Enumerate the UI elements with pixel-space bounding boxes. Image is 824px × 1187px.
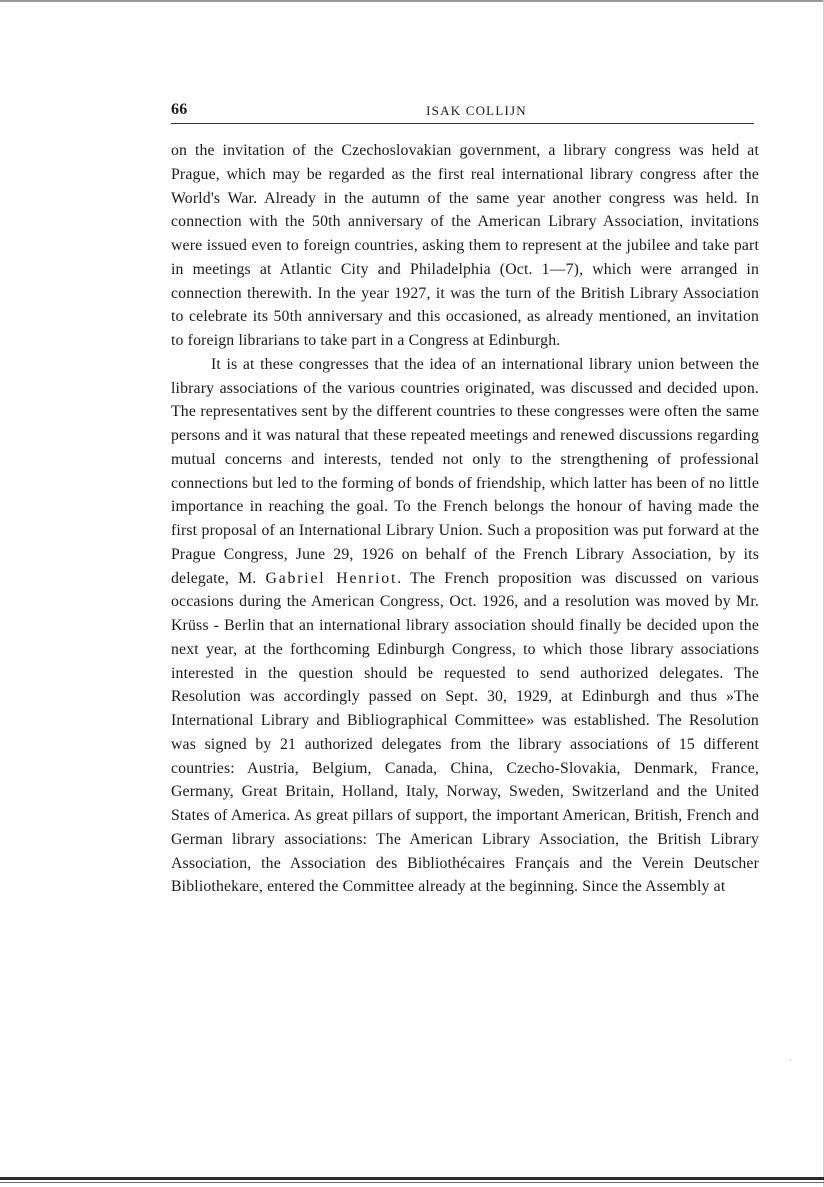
- scan-edge-bottom-thin: [0, 1182, 824, 1183]
- delegate-name: Gabriel Henriot: [265, 569, 398, 587]
- page-number: 66: [171, 101, 188, 118]
- running-head: ISAK COLLIJN: [426, 103, 527, 118]
- body-text: [171, 139, 759, 899]
- scan-edge-bottom: [0, 1177, 824, 1180]
- page-header: [171, 101, 754, 124]
- paragraph-2-text-after: . The French proposition was discussed on various occasions during the American Congress, Oct. 1926, and a resolution was moved by Mr. Krüss - Berlin that an international library association should finally be decided upon the next year, at the forthcoming Edinburgh Congress, to which those library associations interested in the question should be requested to send authorized delegates. The Resolution was accordingly passed on Sept. 30, 1929, at Edinburgh and thus »The International Library and Bibliographical Committee» was established. The Resolution was signed by 21 authorized delegates from the library associations of 15 different countries: Austria, Belgium, Canada, China, Czecho-Slovakia, Denmark, France, Germany, Great Britain, Holland, Italy, Norway, Sweden, Switzerland and the United States of America. As great pillars of support, the important American, British, French and German library associations: The American Library Association, the British Library Association, the Association des Bibliothécaires Français and the Verein Deutscher Bibliothekare, entered the Committee already at the beginning. Since the Assembly at: [171, 569, 759, 896]
- paragraph-2-text-before: It is at these congresses that the idea of an international library union between the library associations of the various countries originated, was discussed and decided upon. The representatives sent by the different countries to these congresses were often the same persons and it was natural that these repeated meetings and renewed discussions regarding mutual concerns and interests, tended not only to the strengthening of professional connections but led to the forming of bonds of friendship, which latter has been of no little importance in reaching the goal. To the French belongs the honour of having made the first proposal of an International Library Union. Such a proposition was put forward at the Prague Congress, June 29, 1926 on behalf of the French Library Association, by its delegate, M.: [171, 355, 759, 587]
- scan-edge-top: [0, 0, 824, 2]
- scan-speck: [790, 1060, 791, 1061]
- paragraph-2: [171, 353, 759, 899]
- paragraph-1: on the invitation of the Czechoslovakian government, a library congress was held at Prague, which may be regarded as the first real international library congress after the World's War. Already in the autumn of the same year another congress was held. In connection with the 50th anniversary of the American Library Association, invitations were issued even to foreign countries, asking them to represent at the jubilee and take part in meetings at Atlantic City and Philadelphia (Oct. 1—7), which were arranged in connection therewith. In the year 1927, it was the turn of the British Library Association to celebrate its 50th anniversary and this occasioned, as already mentioned, an invitation to foreign librarians to take part in a Congress at Edinburgh.: [171, 142, 759, 349]
